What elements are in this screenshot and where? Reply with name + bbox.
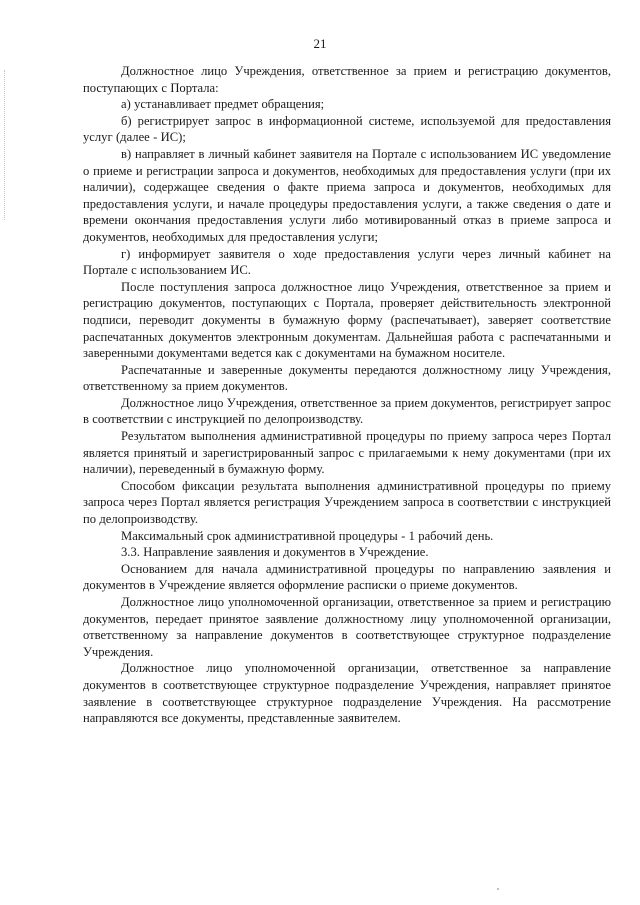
paragraph: в) направляет в личный кабинет заявителя на Портале с использованием ИС уведомление о приеме и регистрации запроса и документов, необходимых для предоставления услуги (при их наличии), содержащее сведения о факте приема запроса и документов, необходимых для предоставления услуги, и начале процедуры предоставления услуги, а также сведения о дате и времени окончания предоставления услуги либо мотивированный отказ в приеме запроса и документов, необходимых для предоставления услуги; <box>83 146 611 244</box>
paragraph: Должностное лицо уполномоченной организации, ответственное за прием и регистрацию документов, передает принятое заявление должностному лицу уполномоченной организации, ответственному за направление документов в соответствующее структурное подразделение Учреждения. <box>83 595 611 659</box>
paragraph: После поступления запроса должностное лицо Учреждения, ответственное за прием и регистрацию документов, поступающих с Портала, проверяет действительность электронной подписи, переводит документы в бумажную форму (распечатывает), заверяет соответствие распечатанных документов электронным документам. Дальнейшая работа с распечатанными и заверенными документами ведется как с документами на бумажном носителе. <box>83 279 611 361</box>
paragraph: Распечатанные и заверенные документы передаются должностному лицу Учреждения, ответственному за прием документов. <box>83 362 611 394</box>
paragraph: Результатом выполнения административной процедуры по приему запроса через Портал является принятый и зарегистрированный запрос с прилагаемыми к нему документами (при их наличии), переведенный в бумажную форму. <box>83 429 611 477</box>
paragraph: Должностное лицо Учреждения, ответственное за прием документов, регистрирует запрос в соответствии с инструкцией по делопроизводству. <box>83 395 611 427</box>
paragraph: г) информирует заявителя о ходе предоставления услуги через личный кабинет на Портале с использованием ИС. <box>83 246 611 278</box>
document-body <box>83 63 611 727</box>
paragraph: б) регистрирует запрос в информационной системе, используемой для предоставления услуг (далее - ИС); <box>83 113 611 145</box>
scan-speck <box>497 888 499 890</box>
section-heading: 3.3. Направление заявления и документов в Учреждение. <box>121 545 429 560</box>
paragraph: Основанием для начала административной процедуры по направлению заявления и документов в Учреждение является оформление расписки о приеме документов. <box>83 561 611 593</box>
scan-margin-mark <box>4 70 6 220</box>
paragraph: а) устанавливает предмет обращения; <box>121 97 325 112</box>
paragraph: Должностное лицо уполномоченной организации, ответственное за направление документов в соответствующее структурное подразделение Учреждения, направляет принятое заявление в соответствующее структурное подразделение Учреждения. На рассмотрение направляются все документы, представленные заявителем. <box>83 661 611 726</box>
paragraph: Способом фиксации результата выполнения административной процедуры по приему запроса через Портал является регистрация Учреждением запроса в соответствии с инструкцией по делопроизводству. <box>83 478 611 527</box>
page-number: 21 <box>313 36 327 51</box>
paragraph: Максимальный срок административной процедуры - 1 рабочий день. <box>121 528 494 543</box>
paragraph: Должностное лицо Учреждения, ответственное за прием и регистрацию документов, поступающих с Портала: <box>83 64 611 95</box>
